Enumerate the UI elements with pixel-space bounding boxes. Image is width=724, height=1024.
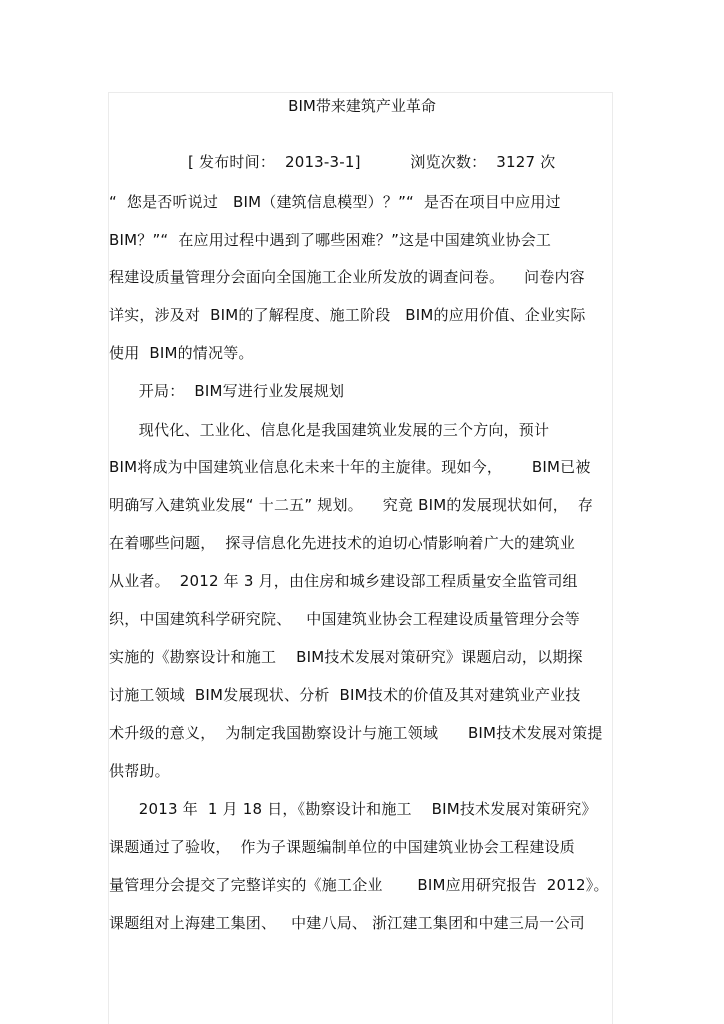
body-line: BIM将成为中国建筑业信息化未来十年的主旋律。现如今， BIM已被 [109, 458, 591, 476]
body-line: BIM？”“ 在应用过程中遇到了哪些困难？”这是中国建筑业协会工 [109, 231, 552, 249]
page-frame-top-border [108, 92, 612, 93]
article-meta: [ 发布时间： 2013-3-1] 浏览次数： 3127 次 [188, 153, 556, 171]
body-line: 课题通过了验收， 作为子课题编制单位的中国建筑业协会工程建设质 [109, 838, 575, 856]
body-line: 织，中国建筑科学研究院、 中国建筑业协会工程建设质量管理分会等 [109, 610, 580, 628]
body-line: 明确写入建筑业发展“ 十二五” 规划。 究竟 BIM的发展现状如何， 存 [109, 496, 594, 514]
body-line: 术升级的意义， 为制定我国勘察设计与施工领域 BIM技术发展对策提 [109, 724, 603, 742]
body-line: 使用 BIM的情况等。 [109, 344, 254, 362]
page-frame-right-border [612, 92, 613, 1024]
body-line: 从业者。 2012 年 3 月，由住房和城乡建设部工程质量安全监管司组 [109, 572, 578, 590]
body-line: 量管理分会提交了完整详实的《施工企业 BIM应用研究报告 2012》。 [109, 876, 609, 894]
body-line: 供帮助。 [109, 762, 170, 780]
body-line: 实施的《勘察设计和施工 BIM技术发展对策研究》课题启动，以期探 [109, 648, 583, 666]
body-line: 详实，涉及对 BIM的了解程度、施工阶段 BIM的应用价值、企业实际 [109, 306, 586, 324]
article-title: BIM带来建筑产业革命 [288, 97, 436, 115]
body-line: 现代化、工业化、信息化是我国建筑业发展的三个方向，预计 [109, 421, 550, 439]
body-line: 课题组对上海建工集团、 中建八局、 浙江建工集团和中建三局一公司 [109, 914, 585, 932]
body-line: 2013 年 1 月 18 日，《勘察设计和施工 BIM技术发展对策研究》 [109, 800, 597, 818]
body-line: 在着哪些问题， 探寻信息化先进技术的迫切心情影响着广大的建筑业 [109, 534, 575, 552]
body-line: 讨施工领域 BIM发展现状、分析 BIM技术的价值及其对建筑业产业技 [109, 686, 581, 704]
body-line: 程建设质量管理分会面向全国施工企业所发放的调查问卷。 问卷内容 [109, 268, 585, 286]
section-heading: 开局： BIM写进行业发展规划 [109, 382, 345, 400]
body-line: “ 您是否听说过 BIM（建筑信息模型）？”“ 是否在项目中应用过 [109, 193, 561, 211]
